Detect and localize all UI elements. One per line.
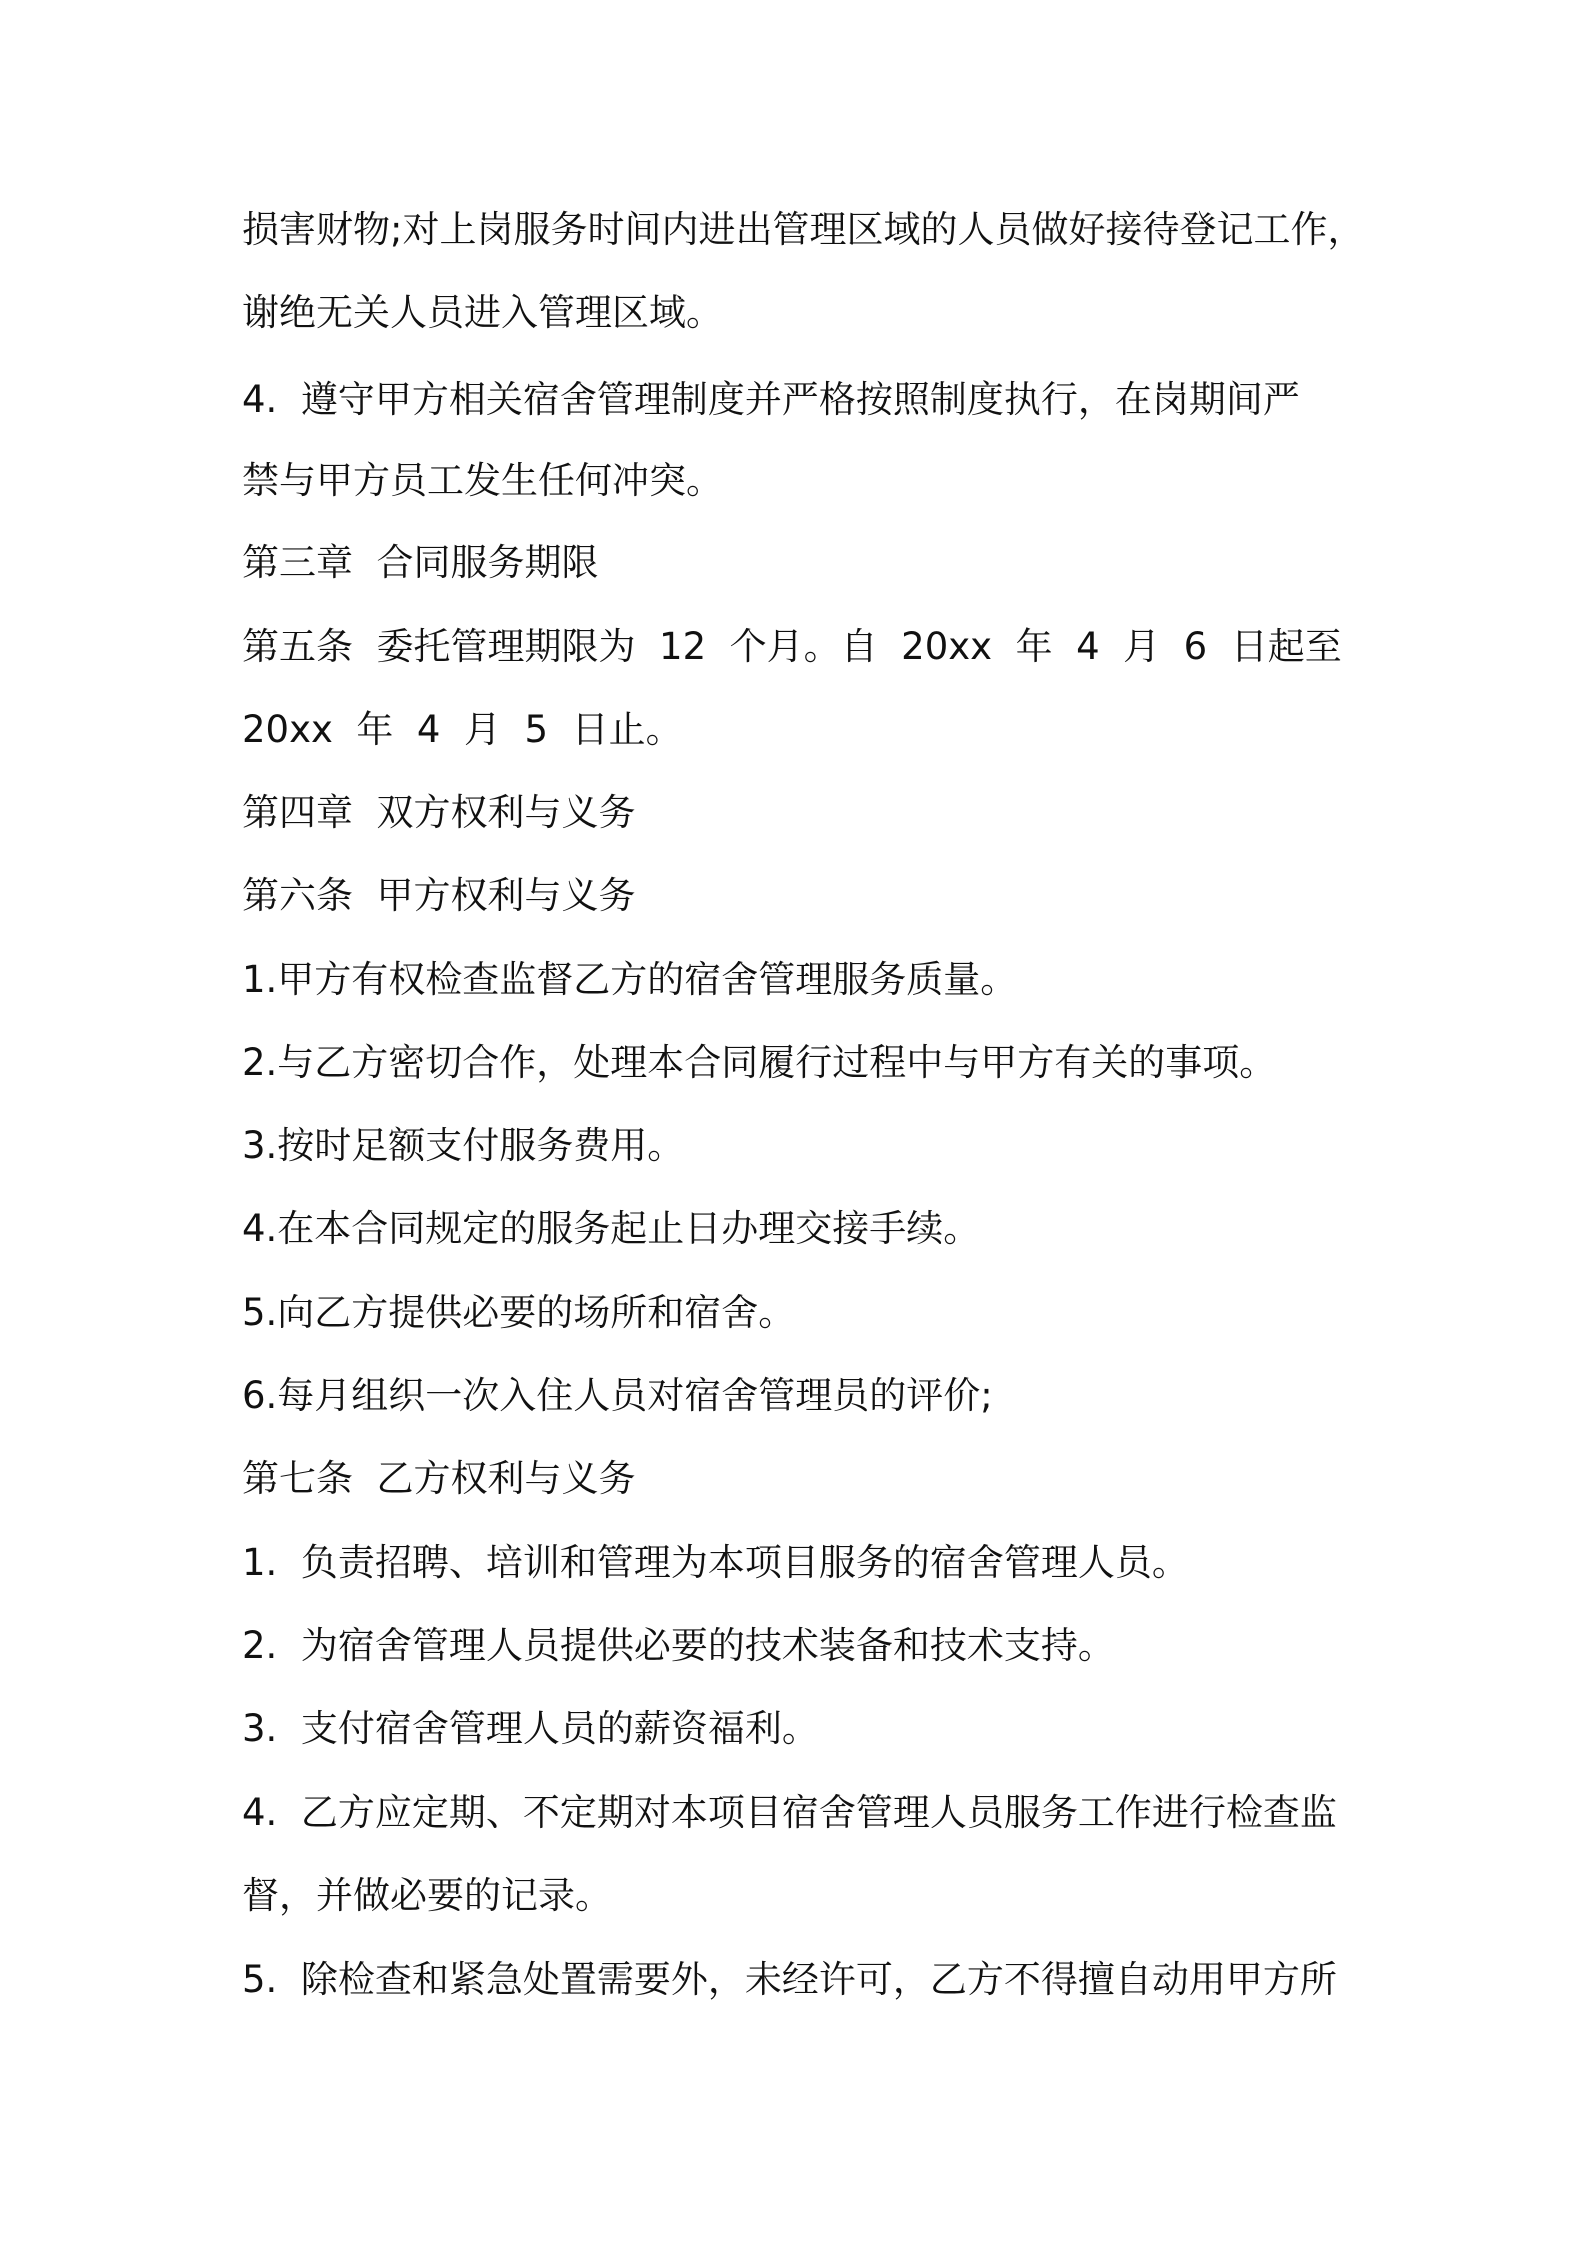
text-line: 谢绝无关人员进入管理区域。 <box>242 291 723 334</box>
text-line: 20xx 年 4 月 5 日止。 <box>242 708 683 751</box>
list-item: 2.与乙方密切合作，处理本合同履行过程中与甲方有关的事项。 <box>242 1041 1277 1084</box>
list-item: 1.甲方有权检查监督乙方的宿舍管理服务质量。 <box>242 958 1018 1001</box>
list-item: 3. 支付宿舍管理人员的薪资福利。 <box>242 1707 819 1750</box>
text-line: 损害财物;对上岗服务时间内进出管理区域的人员做好接待登记工作， <box>242 208 1365 251</box>
list-item: 1. 负责招聘、培训和管理为本项目服务的宿舍管理人员。 <box>242 1541 1189 1584</box>
list-item: 2. 为宿舍管理人员提供必要的技术装备和技术支持。 <box>242 1624 1115 1667</box>
text-line: 4. 遵守甲方相关宿舍管理制度并严格按照制度执行，在岗期间严 <box>242 378 1300 421</box>
article-heading: 第五条 委托管理期限为 12 个月。自 20xx 年 4 月 6 日起至 <box>242 625 1342 668</box>
article-heading: 第六条 甲方权利与义务 <box>242 874 636 917</box>
article-heading: 第七条 乙方权利与义务 <box>242 1457 636 1500</box>
list-item: 4. 乙方应定期、不定期对本项目宿舍管理人员服务工作进行检查监 <box>242 1791 1337 1834</box>
list-item: 6.每月组织一次入住人员对宿舍管理员的评价; <box>242 1374 993 1417</box>
list-item: 4.在本合同规定的服务起止日办理交接手续。 <box>242 1207 981 1250</box>
list-item: 3.按时足额支付服务费用。 <box>242 1124 685 1167</box>
list-item: 5. 除检查和紧急处置需要外，未经许可，乙方不得擅自动用甲方所 <box>242 1958 1337 2001</box>
text-line: 禁与甲方员工发生任何冲突。 <box>242 459 723 502</box>
text-line: 督，并做必要的记录。 <box>242 1874 612 1917</box>
list-item: 5.向乙方提供必要的场所和宿舍。 <box>242 1291 796 1334</box>
chapter-heading: 第四章 双方权利与义务 <box>242 791 636 834</box>
chapter-heading: 第三章 合同服务期限 <box>242 541 599 584</box>
